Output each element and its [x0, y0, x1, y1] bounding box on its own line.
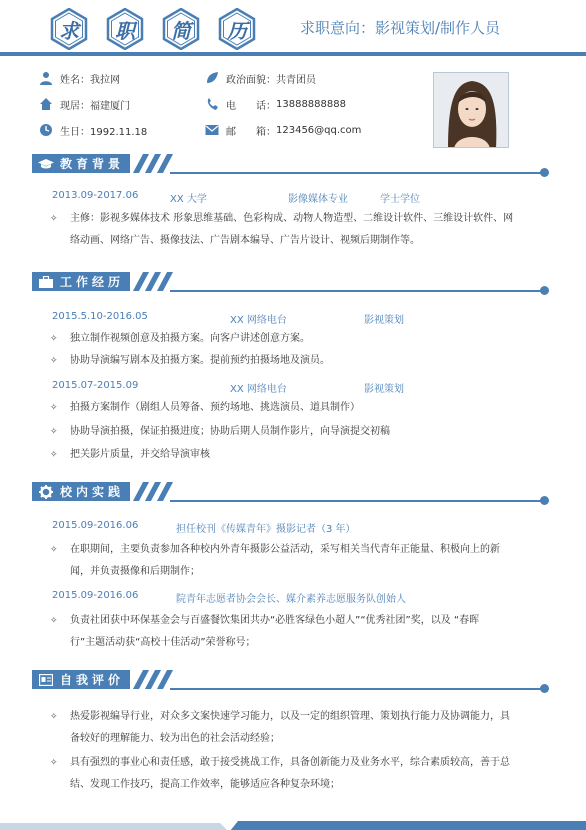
section-campus-header	[0, 482, 586, 502]
title-char: 职	[115, 18, 135, 43]
self-line: 热爱影视编导行业，对众多文案快速学习能力，以及一定的组织管理、策划执行能力及协调能力，具	[70, 711, 510, 722]
campus2-line: 行”主题活动获“高校十佳活动”荣誉称号；	[70, 637, 256, 648]
self-line: 结、发现工作技巧，提高工作效率，能够适应各种复杂环境；	[70, 779, 340, 790]
job2-company: XX 网络电台	[230, 384, 287, 395]
title-char-badge	[216, 8, 258, 50]
resume-title	[48, 8, 258, 50]
campus1-date: 2015.09-2016.06	[52, 520, 139, 531]
name-text: 姓名：我拉网	[60, 74, 120, 86]
email-label: 邮 箱：	[226, 126, 276, 138]
self-bullet	[50, 752, 556, 796]
email-value: 123456@qq.com	[276, 124, 362, 136]
political-text: 政治面貌：共青团员	[226, 74, 316, 86]
section-line	[170, 688, 542, 690]
house-icon	[38, 96, 54, 112]
title-char: 求	[59, 18, 79, 43]
job2-role: 影视策划	[364, 384, 404, 395]
job2-bullet-text: 把关影片质量，并交给导演审核	[70, 449, 210, 460]
job2-bullet	[50, 421, 556, 443]
id-card-icon	[38, 673, 54, 687]
job2-bullet	[50, 444, 556, 466]
job1-bullet-text: 协助导演编写剧本及拍摄方案。提前预约拍摄场地及演员。	[70, 355, 330, 366]
diamond-bullet-icon: ✧	[50, 616, 58, 626]
resume-header	[0, 0, 586, 58]
section-self-header	[0, 670, 586, 690]
section-line	[170, 172, 542, 174]
title-char-badge	[104, 8, 146, 50]
diamond-bullet-icon: ✧	[50, 334, 58, 344]
campus1-detail	[50, 539, 556, 583]
section-title: 教育背景	[60, 157, 125, 171]
education-detail	[50, 208, 556, 252]
section-title-bar	[32, 272, 130, 291]
info-name	[38, 70, 120, 86]
self-bullet	[50, 706, 556, 750]
job-intention: 求职意向：影视策划/制作人员	[300, 19, 501, 37]
envelope-icon	[204, 122, 220, 138]
residence-text: 现居：福建厦门	[60, 100, 130, 112]
job2-date: 2015.07-2015.09	[52, 380, 139, 391]
phone-label: 电 话：	[226, 100, 276, 112]
info-residence	[38, 96, 130, 112]
section-dot	[540, 286, 549, 295]
phone-icon	[204, 96, 220, 112]
job2-bullet-text: 协助导演拍摄，保证拍摄进度；协助后期人员制作影片，向导演提交初稿	[70, 426, 390, 437]
section-title-bar	[32, 670, 130, 689]
title-char: 历	[227, 18, 247, 43]
job2-bullet-text: 拍摄方案制作（剧组人员筹备、预约场地、挑选演员、道具制作）	[70, 402, 360, 413]
title-char: 简	[171, 18, 191, 43]
section-dot	[540, 496, 549, 505]
education-date: 2013.09-2017.06	[52, 190, 139, 201]
diamond-bullet-icon: ✧	[50, 214, 58, 224]
diamond-bullet-icon: ✧	[50, 758, 58, 768]
diamond-bullet-icon: ✧	[50, 427, 58, 437]
title-char-badge	[160, 8, 202, 50]
diamond-bullet-icon: ✧	[50, 356, 58, 366]
info-phone	[204, 96, 346, 112]
job1-bullet	[50, 328, 556, 350]
section-dot	[540, 684, 549, 693]
info-birthday	[38, 122, 147, 138]
section-line	[170, 290, 542, 292]
education-degree: 学士学位	[380, 194, 420, 205]
section-work-header	[0, 272, 586, 292]
job1-bullet-text: 独立制作视频创意及拍摄方案。向客户讲述创意方案。	[70, 333, 310, 344]
profile-photo	[433, 72, 509, 148]
campus2-line: 负责社团获中环保基金会与百盛餐饮集团共办“必胜客绿色小超人”“优秀社团”奖，以及 “春晖	[70, 615, 480, 626]
campus2-detail	[50, 610, 556, 654]
gear-icon	[38, 485, 54, 499]
self-line: 具有强烈的事业心和责任感，敢于接受挑战工作，具备创新能力及业务水平，综合素质较高，善于总	[70, 757, 510, 768]
job2-bullet	[50, 397, 556, 419]
job1-bullet	[50, 350, 556, 372]
diamond-bullet-icon: ✧	[50, 712, 58, 722]
campus1-line: 闻，并负责摄像和后期制作；	[70, 566, 200, 577]
footer-decoration	[0, 816, 586, 830]
section-education-header	[0, 154, 586, 174]
header-divider	[0, 52, 586, 56]
education-major: 影像媒体专业	[288, 194, 348, 205]
section-line	[170, 500, 542, 502]
section-title-bar	[32, 482, 130, 501]
education-line: 络动画、网络广告、摄像技法、广告剧本编导、广告片设计、视频后期制作等。	[70, 235, 420, 246]
campus2-desc: 院青年志愿者协会会长、媒介素养志愿服务队创始人	[176, 594, 406, 605]
section-dot	[540, 168, 549, 177]
personal-info	[0, 64, 586, 150]
campus2-date: 2015.09-2016.06	[52, 590, 139, 601]
title-char-badge	[48, 8, 90, 50]
campus1-line: 在职期间，主要负责参加各种校内外青年摄影公益活动，采写相关当代青年正能量、积极向上的新	[70, 544, 500, 555]
job1-date: 2015.5.10-2016.05	[52, 311, 148, 322]
info-email	[204, 122, 361, 138]
job1-company: XX 网络电台	[230, 315, 287, 326]
diamond-bullet-icon: ✧	[50, 545, 58, 555]
clock-icon	[38, 122, 54, 138]
info-political	[204, 70, 316, 86]
birthday-text: 生日：1992.11.18	[60, 126, 148, 138]
section-title: 自我评价	[60, 673, 125, 687]
leaf-icon	[204, 70, 220, 86]
self-line: 备较好的理解能力、较为出色的社会活动经验；	[70, 733, 280, 744]
graduation-cap-icon	[38, 157, 54, 171]
section-title: 校内实践	[60, 485, 125, 499]
education-school: XX 大学	[170, 194, 207, 205]
diamond-bullet-icon: ✧	[50, 450, 58, 460]
education-line: 主修：影视多媒体技术 形象思维基础、色彩构成、动物人物造型、二维设计软件、三维设计软件、网	[70, 213, 514, 224]
phone-value: 13888888888	[276, 98, 346, 110]
campus1-desc: 担任校刊《传媒青年》摄影记者（3 年）	[176, 524, 356, 535]
briefcase-icon	[38, 275, 54, 289]
diamond-bullet-icon: ✧	[50, 403, 58, 413]
section-title-bar	[32, 154, 130, 173]
person-icon	[38, 70, 54, 86]
section-title: 工作经历	[60, 275, 125, 289]
job1-role: 影视策划	[364, 315, 404, 326]
